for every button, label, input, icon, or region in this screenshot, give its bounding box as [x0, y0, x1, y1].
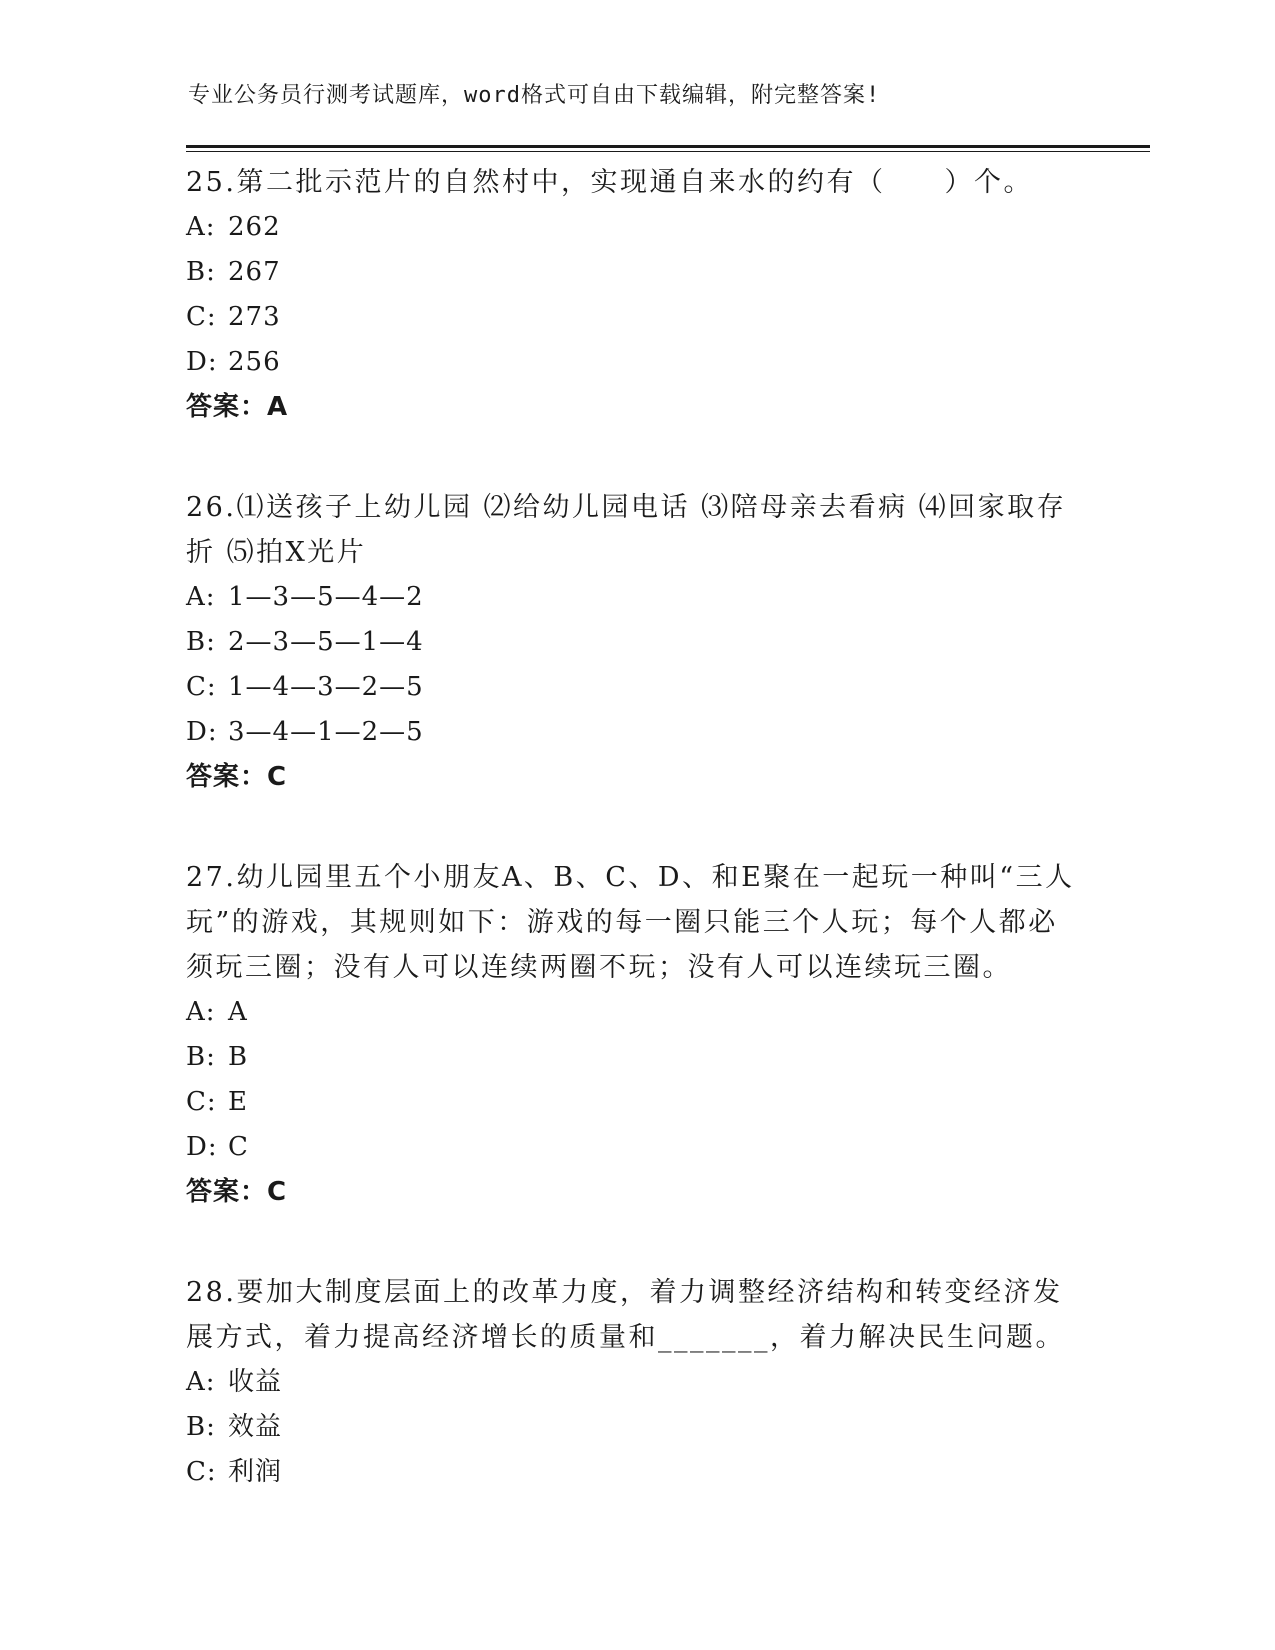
option-d — [186, 340, 1086, 385]
option-value: 收益 — [228, 1367, 283, 1397]
option-key: D: — [186, 1132, 218, 1162]
page-header: 专业公务员行测考试题库，word格式可自由下载编辑，附完整答案! — [188, 83, 881, 108]
option-value: 262 — [228, 212, 281, 242]
question-26 — [186, 485, 1086, 800]
option-key: A: — [186, 997, 216, 1027]
option-c — [186, 665, 1086, 710]
question-list — [186, 160, 1086, 1550]
option-value: C — [228, 1132, 249, 1162]
option-value: 256 — [228, 347, 281, 377]
option-c — [186, 1080, 1086, 1125]
option-a — [186, 1360, 1086, 1405]
option-key: B: — [186, 1042, 216, 1072]
header-divider-thin — [186, 151, 1150, 152]
option-a — [186, 575, 1086, 620]
option-c — [186, 1450, 1086, 1495]
option-value: 利润 — [228, 1457, 283, 1487]
option-value: E — [228, 1087, 248, 1117]
option-a — [186, 205, 1086, 250]
option-c — [186, 295, 1086, 340]
option-key: C: — [186, 1457, 217, 1487]
option-b — [186, 1405, 1086, 1450]
option-key: A: — [186, 1367, 216, 1397]
question-27 — [186, 855, 1086, 1215]
option-key: D: — [186, 717, 218, 747]
answer: 答案：C — [186, 762, 288, 792]
option-value: B — [228, 1042, 249, 1072]
option-a — [186, 990, 1086, 1035]
option-value: 3—4—1—2—5 — [228, 717, 424, 747]
option-key: A: — [186, 212, 216, 242]
question-25 — [186, 160, 1086, 430]
option-value: A — [228, 997, 248, 1027]
option-key: B: — [186, 627, 216, 657]
option-b — [186, 1035, 1086, 1080]
option-d — [186, 710, 1086, 755]
option-key: C: — [186, 672, 217, 702]
answer: 答案：A — [186, 392, 289, 422]
option-b — [186, 250, 1086, 295]
option-d — [186, 1125, 1086, 1170]
option-key: B: — [186, 1412, 216, 1442]
option-value: 1—4—3—2—5 — [228, 672, 424, 702]
question-text: 28.要加大制度层面上的改革力度，着力调整经济结构和转变经济发展方式，着力提高经济增长的质量和_______，着力解决民生问题。 — [186, 1277, 1065, 1353]
option-value: 273 — [228, 302, 281, 332]
option-key: B: — [186, 257, 216, 287]
question-text: 25.第二批示范片的自然村中，实现通自来水的约有（ ）个。 — [186, 167, 1033, 198]
question-text: 27.幼儿园里五个小朋友A、B、C、D、和E聚在一起玩一种叫“三人玩”的游戏，其规则如下：游戏的每一圈只能三个人玩；每个人都必须玩三圈；没有人可以连续两圈不玩；没有人可以连续玩三圈。 — [186, 862, 1075, 983]
header-divider-thick — [186, 145, 1150, 148]
option-key: C: — [186, 1087, 217, 1117]
question-text: 26.⑴送孩子上幼儿园 ⑵给幼儿园电话 ⑶陪母亲去看病 ⑷回家取存折 ⑸拍X光片 — [186, 492, 1067, 568]
option-value: 2—3—5—1—4 — [228, 627, 424, 657]
option-value: 效益 — [228, 1412, 283, 1442]
option-value: 1—3—5—4—2 — [228, 582, 424, 612]
option-key: A: — [186, 582, 216, 612]
option-key: D: — [186, 347, 218, 377]
answer: 答案：C — [186, 1177, 288, 1207]
question-28 — [186, 1270, 1086, 1495]
option-value: 267 — [228, 257, 281, 287]
option-b — [186, 620, 1086, 665]
option-key: C: — [186, 302, 217, 332]
